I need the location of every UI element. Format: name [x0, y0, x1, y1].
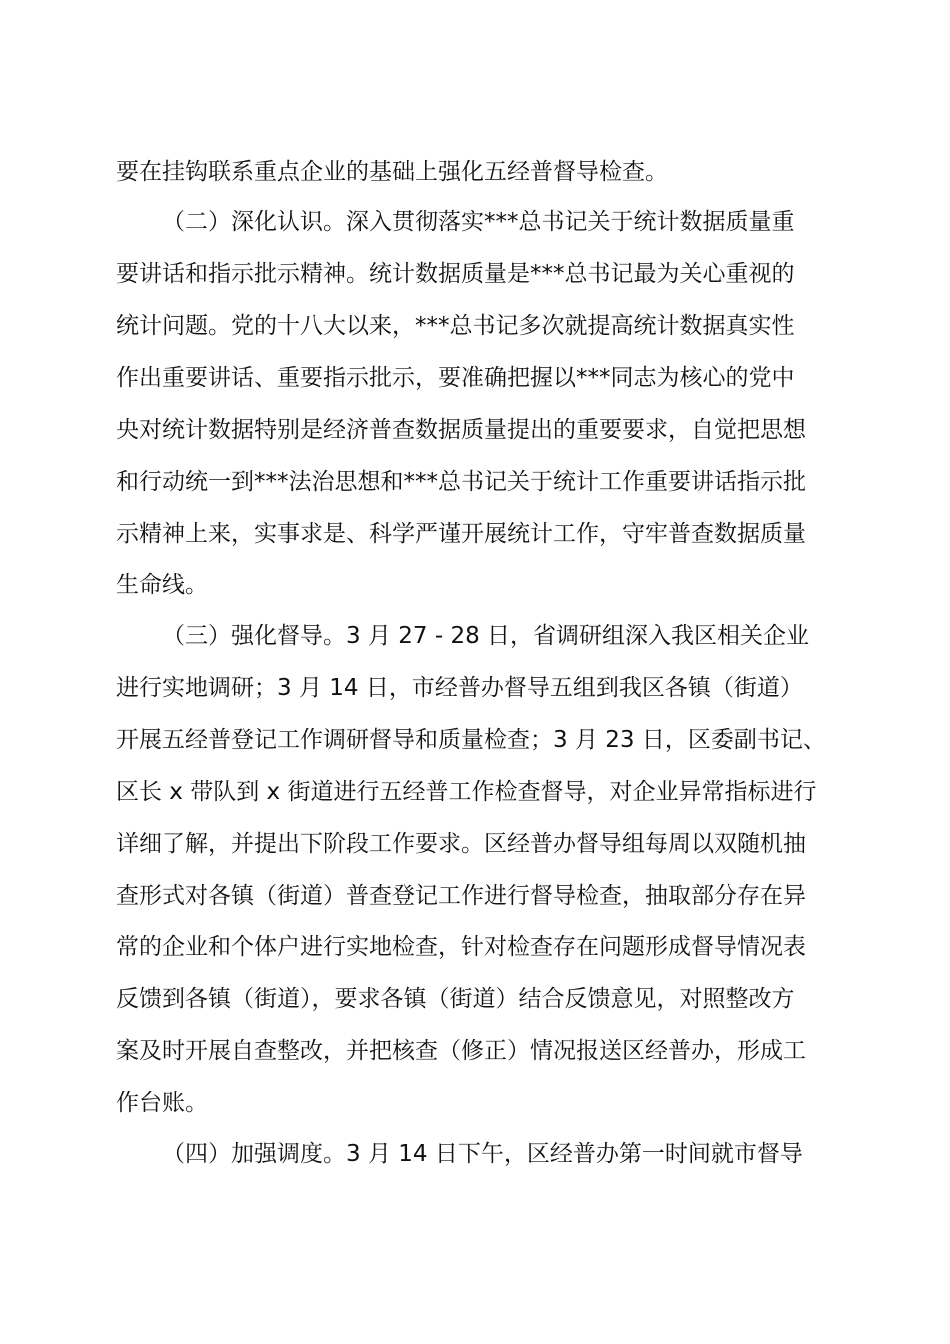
text-line: 作台账。	[116, 1090, 208, 1116]
text-line: 要讲话和指示批示精神。统计数据质量是***总书记最为关心重视的	[116, 261, 795, 287]
text-line: 央对统计数据特别是经济普查数据质量提出的重要要求，自觉把思想	[116, 417, 806, 443]
text-line: 示精神上来，实事求是、科学严谨开展统计工作，守牢普查数据质量	[116, 521, 806, 547]
text-line: 生命线。	[116, 572, 208, 598]
text-line: 作出重要讲话、重要指示批示，要准确把握以***同志为核心的党中	[116, 365, 795, 391]
text-line: 和行动统一到***法治思想和***总书记关于统计工作重要讲话指示批	[116, 469, 806, 495]
text-line: 区长 x 带队到 x 街道进行五经普工作检查督导，对企业异常指标进行	[116, 779, 817, 805]
text-line: 开展五经普登记工作调研督导和质量检查；3 月 23 日，区委副书记、	[116, 727, 826, 753]
text-line: 统计问题。党的十八大以来，***总书记多次就提高统计数据真实性	[116, 313, 795, 339]
text-line: 要在挂钩联系重点企业的基础上强化五经普督导检查。	[116, 159, 668, 185]
paragraph-2-heading-line: （二）深化认识。深入贯彻落实***总书记关于统计数据质量重	[162, 209, 795, 235]
paragraph-4-heading-line: （四）加强调度。3 月 14 日下午，区经普办第一时间就市督导	[162, 1141, 803, 1167]
text-line: 查形式对各镇（街道）普查登记工作进行督导检查，抽取部分存在异	[116, 883, 806, 909]
text-line: 详细了解，并提出下阶段工作要求。区经普办督导组每周以双随机抽	[116, 831, 806, 857]
text-line: 进行实地调研；3 月 14 日，市经普办督导五组到我区各镇（街道）	[116, 675, 803, 701]
text-line: 反馈到各镇（街道），要求各镇（街道）结合反馈意见，对照整改方	[116, 986, 795, 1012]
text-line: 常的企业和个体户进行实地检查，针对检查存在问题形成督导情况表	[116, 934, 806, 960]
text-line: 案及时开展自查整改，并把核查（修正）情况报送区经普办，形成工	[116, 1038, 806, 1064]
paragraph-3-heading-line: （三）强化督导。3 月 27 - 28 日，省调研组深入我区相关企业	[162, 623, 810, 649]
